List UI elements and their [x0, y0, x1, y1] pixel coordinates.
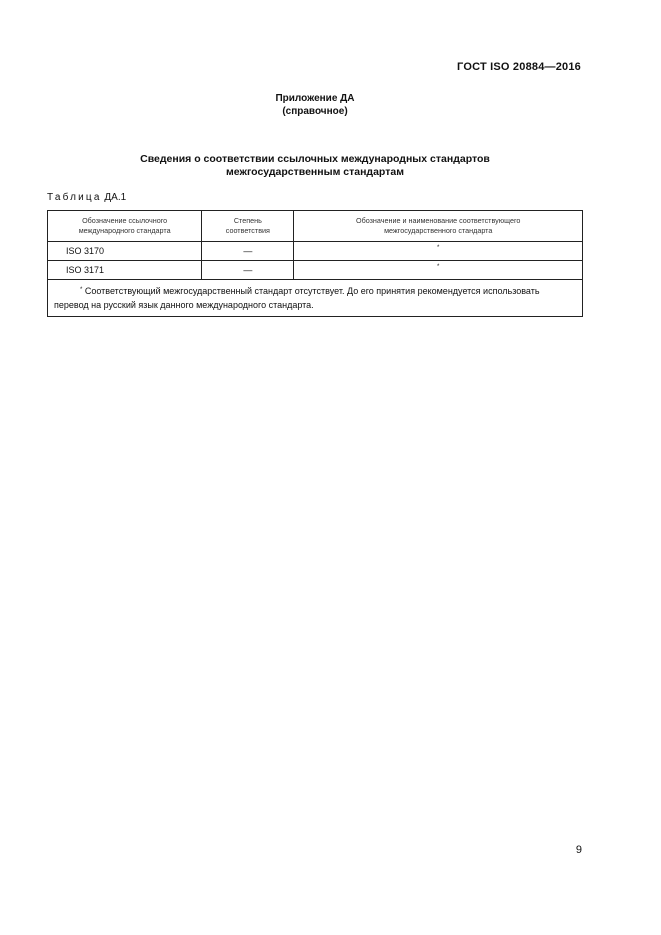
table-footnote	[48, 280, 583, 317]
cell-degree: —	[202, 261, 294, 280]
cell-degree: —	[202, 242, 294, 261]
section-title-line1: Сведения о соответствии ссылочных международных стандартов	[140, 153, 490, 165]
table-footnote-row	[48, 280, 583, 317]
table-caption-number: ДА.1	[104, 192, 127, 203]
header-cell-line: Степень	[233, 216, 262, 225]
footnote-mark: *	[80, 287, 83, 293]
table-caption	[47, 192, 126, 203]
table-header-row	[48, 211, 583, 242]
table-row	[48, 242, 583, 261]
cell-national	[294, 242, 583, 261]
page-number: 9	[575, 844, 582, 856]
table-caption-word: Таблица	[47, 192, 102, 203]
document-code: ГОСТ ISO 20884—2016	[457, 61, 581, 73]
section-title-line2: межгосударственным стандартам	[226, 166, 404, 178]
footnote-text: Соответствующий межгосударственный стандарт отсутствует. До его принятия рекомендуется использовать перевод на русский язык данного международного стандарта.	[54, 286, 540, 310]
appendix-subtitle: (справочное)	[282, 106, 348, 117]
cell-national	[294, 261, 583, 280]
header-cell-line: международного стандарта	[78, 226, 171, 235]
header-national-standard	[294, 211, 583, 242]
cell-standard: ISO 3171	[48, 261, 202, 280]
cell-standard: ISO 3170	[48, 242, 202, 261]
header-cell-line: Обозначение и наименование соответствующего	[356, 216, 521, 225]
appendix-title: Приложение ДА	[275, 93, 355, 104]
header-cell-line: межгосударственного стандарта	[384, 226, 493, 235]
header-reference-standard	[48, 211, 202, 242]
standards-correspondence-table	[47, 210, 583, 317]
header-cell-line: соответствия	[225, 226, 270, 235]
table-row	[48, 261, 583, 280]
header-cell-line: Обозначение ссылочного	[82, 216, 168, 225]
header-degree	[202, 211, 294, 242]
appendix-heading	[0, 92, 630, 118]
section-title	[0, 153, 630, 179]
footnote-mark: *	[437, 245, 440, 251]
footnote-mark: *	[437, 264, 440, 270]
